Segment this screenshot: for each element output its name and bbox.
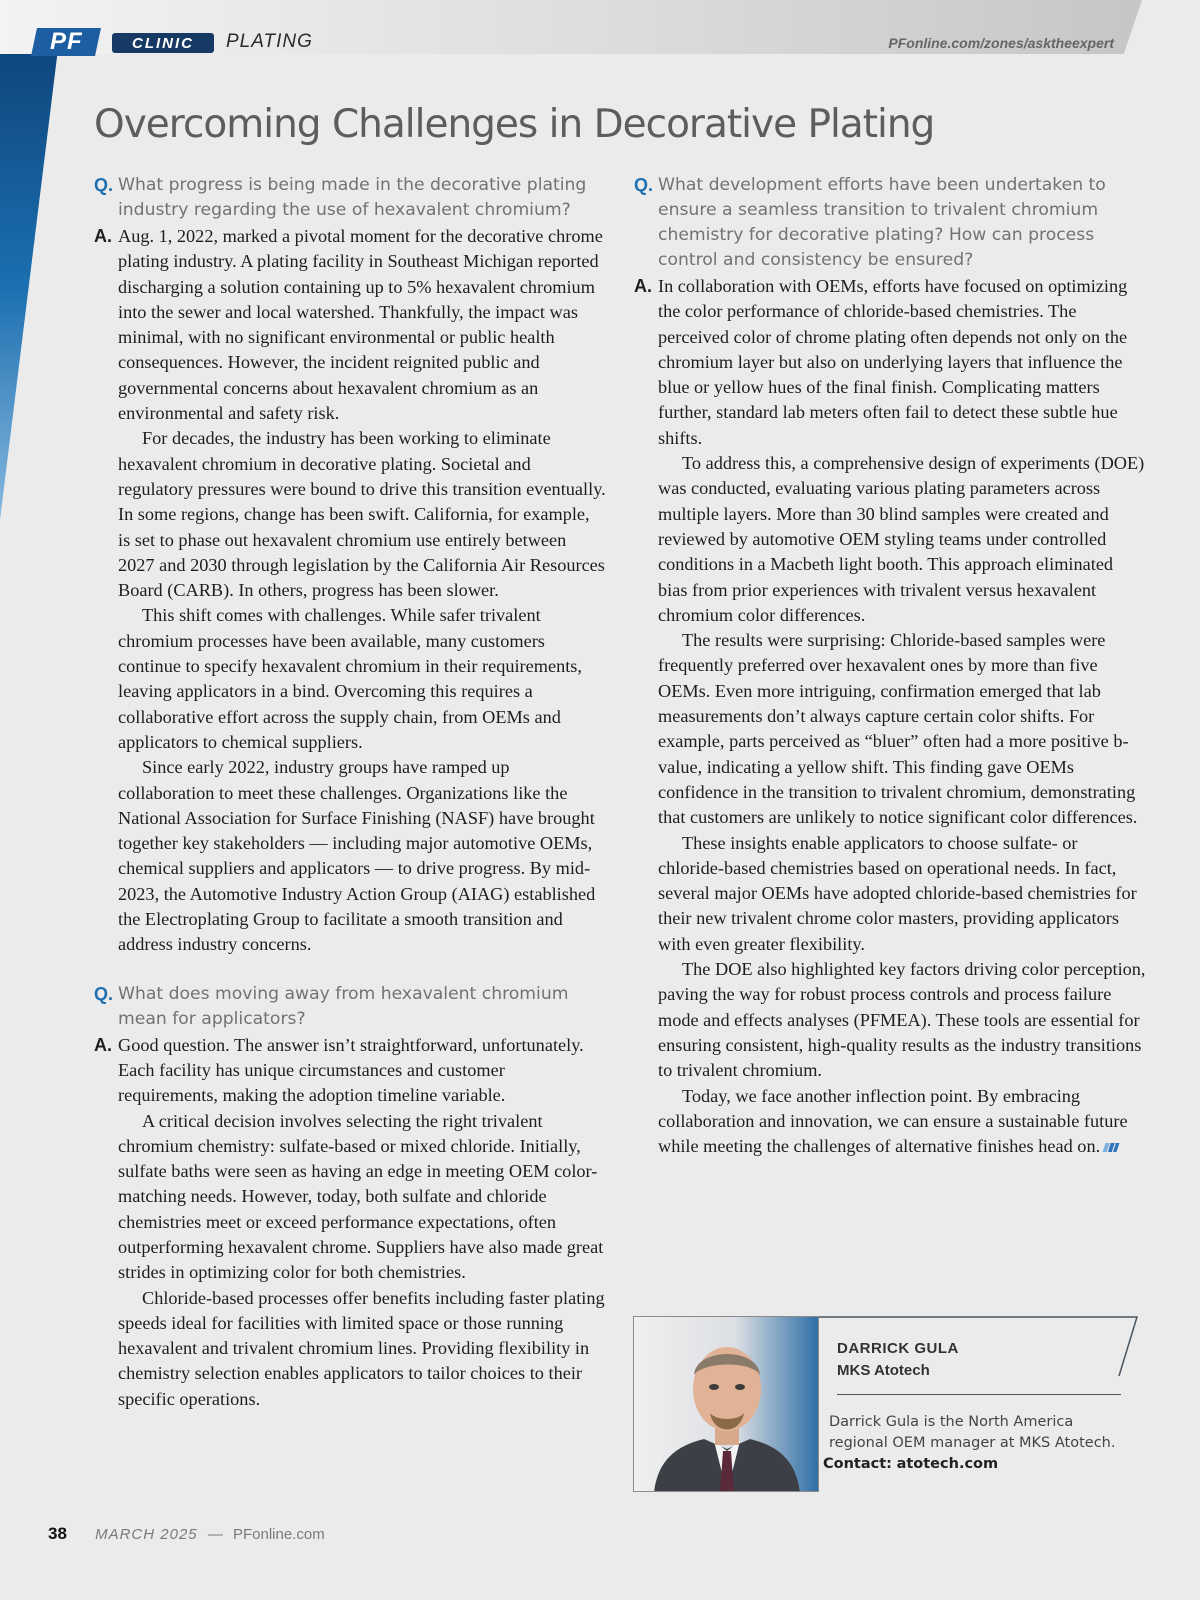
question-2-text: What does moving away from hexavalent chromium mean for applicators? [118, 983, 569, 1029]
question-3 [634, 173, 1146, 273]
right-column [634, 173, 1146, 1159]
contact-label: Contact: [823, 1456, 892, 1472]
a-mark: A. [634, 276, 652, 296]
author-portrait-icon [634, 1317, 819, 1492]
question-1 [94, 173, 606, 223]
footer-separator: — [207, 1526, 223, 1543]
author-company: MKS Atotech [837, 1362, 930, 1379]
pf-logo-text: PF [49, 28, 83, 55]
footer-issue: MARCH 2025 [95, 1526, 198, 1543]
question-3-text: What development efforts have been undertaken to ensure a seamless transition to trivalent chromium chemistry for decorative plating? How can process control and consistency be ensured? [658, 175, 1106, 270]
answer-3-paragraph: These insights enable applicators to choose sulfate- or chloride-based chemistries based on operational needs. In fact, several major OEMs have adopted chloride-based chemistries for their new trivalent chrome color masters, providing applicators with even greater flexibility. [658, 832, 1137, 954]
answer-3-paragraph: The results were surprising: Chloride-based samples were frequently preferred over hexavalent ones by more than five OEMs. Even more intriguing, confirmation emerged that lab measurements don’t always capture certain color shifts. For example, parts perceived as “bluer” often had a more positive b-value, indicating a yellow shift. This finding gave OEMs confidence in the transition to trivalent chromium, demonstrating that customers are unlikely to notice significant color differences. [658, 630, 1138, 828]
answer-3-final-text: Today, we face another inflection point. By embracing collaboration and innovation, we can ensure a sustainable future while meeting the challenges of alternative finishes head on. [658, 1085, 1128, 1157]
answer-3-paragraph: In collaboration with OEMs, efforts have focused on optimizing the color performance of chloride-based chemistries. The perceived color of chrome plating often depends not only on the chromium layer but also on underlying layers that influence the blue or yellow hues of the final finish. Complicating matters further, standard lab meters often fail to detect these subtle hue shifts. [658, 276, 1128, 448]
a-mark: A. [94, 1034, 112, 1055]
answer-1-paragraph: For decades, the industry has been working to eliminate hexavalent chromium in decorative plating. Societal and regulatory pressures were bound to drive this transition eventually. In some regions, change has been swift. California, for example, is set to phase out hexavalent chromium use entirely between 2027 and 2030 through legislation by the California Air Resources Board (CARB). In others, progress has been slower. [118, 428, 606, 601]
author-photo [633, 1316, 819, 1492]
answer-2-paragraph: Chloride-based processes offer benefits including faster plating speeds ideal for facilities with limited space or those running hexavalent and trivalent chromium lines. Providing flexibility in chemistry selection enables applicators to tailor choices to their specific operations. [118, 1287, 605, 1409]
author-contact [823, 1456, 998, 1472]
answer-3-paragraph: The DOE also highlighted key factors driving color perception, paving the way for robust process controls and process failure mode and effects analyses (PFMEA). These tools are essential for ensuring consistent, high-quality results as the industry transitions to trivalent chromium. [658, 959, 1146, 1081]
answer-3-final-paragraph [658, 1084, 1146, 1160]
page-title: Overcoming Challenges in Decorative Plating [94, 102, 935, 147]
end-of-article-icon [1103, 1143, 1120, 1152]
answer-1-paragraph: Since early 2022, industry groups have ramped up collaboration to meet these challenges. Organizations like the National Association for Surface Finishing (NASF) have brought together key stakeholders — including major automotive OEMs, chemical suppliers and applicators — to drive progress. By mid-2023, the Automotive Industry Action Group (AIAG) established the Electroplating Group to facilitate a smooth transition and address industry concerns. [118, 757, 596, 955]
left-column [94, 173, 606, 1412]
answer-3 [634, 274, 1146, 1159]
clinic-label: CLINIC [112, 33, 214, 53]
author-divider [837, 1394, 1121, 1395]
section-label: PLATING [226, 31, 313, 52]
answer-1-paragraph: Aug. 1, 2022, marked a pivotal moment for the decorative chrome plating industry. A plating facility in Southeast Michigan reported discharging a solution containing up to 5% hexavalent chromium into the sewer and local watershed. Thankfully, the impact was minimal, with no significant environmental or public health consequences. However, the incident reignited public and governmental concerns about hexavalent chromium as an environmental and safety risk. [118, 226, 603, 424]
q-mark: Q. [94, 983, 114, 1004]
answer-3-paragraph: To address this, a comprehensive design of experiments (DOE) was conducted, evaluating various plating parameters across multiple layers. More than 30 blind samples were created and reviewed by automotive OEM styling teams under controlled conditions in a Macbeth light booth. This approach eliminated bias from prior experiences with trivalent versus hexavalent chromium color differences. [658, 453, 1145, 625]
header-url: PFonline.com/zones/asktheexpert [888, 35, 1114, 51]
author-name: DARRICK GULA [837, 1340, 959, 1357]
q-mark: Q. [94, 175, 114, 195]
sidebar-accent-stripe [0, 0, 64, 520]
a-mark: A. [94, 226, 112, 246]
answer-1 [94, 224, 606, 958]
footer-site[interactable]: PFonline.com [232, 1526, 325, 1543]
question-2 [94, 982, 606, 1032]
contact-link[interactable]: atotech.com [896, 1456, 999, 1472]
answer-2-paragraph: Good question. The answer isn’t straightforward, unfortunately. Each facility has unique circumstances and customer requirements, making the adoption timeline variable. [118, 1034, 584, 1106]
footer [48, 1524, 325, 1544]
author-bio: Darrick Gula is the North America regional OEM manager at MKS Atotech. [829, 1414, 1116, 1451]
answer-2-paragraph: A critical decision involves selecting the right trivalent chromium chemistry: sulfate-based or mixed chloride. Initially, sulfate baths were seen as having an edge in meeting OEM color-matching needs. However, today, both sulfate and chloride chemistries meet or exceed performance expectations, often outperforming hexavalent chrome. Suppliers have also made great strides in optimizing color for both chemistries. [118, 1110, 604, 1283]
author-box [633, 1316, 1139, 1492]
pf-logo-badge [31, 28, 101, 56]
q-mark: Q. [634, 175, 654, 195]
page-number: 38 [48, 1524, 67, 1543]
question-1-text: What progress is being made in the decorative plating industry regarding the use of hexavalent chromium? [118, 175, 587, 220]
answer-2 [94, 1033, 606, 1412]
answer-1-paragraph: This shift comes with challenges. While safer trivalent chromium processes have been available, many customers continue to specify hexavalent chromium in their requirements, leaving applicators in a bind. Overcoming this requires a collaborative effort across the supply chain, from OEMs and applicators to chemical suppliers. [118, 605, 582, 752]
